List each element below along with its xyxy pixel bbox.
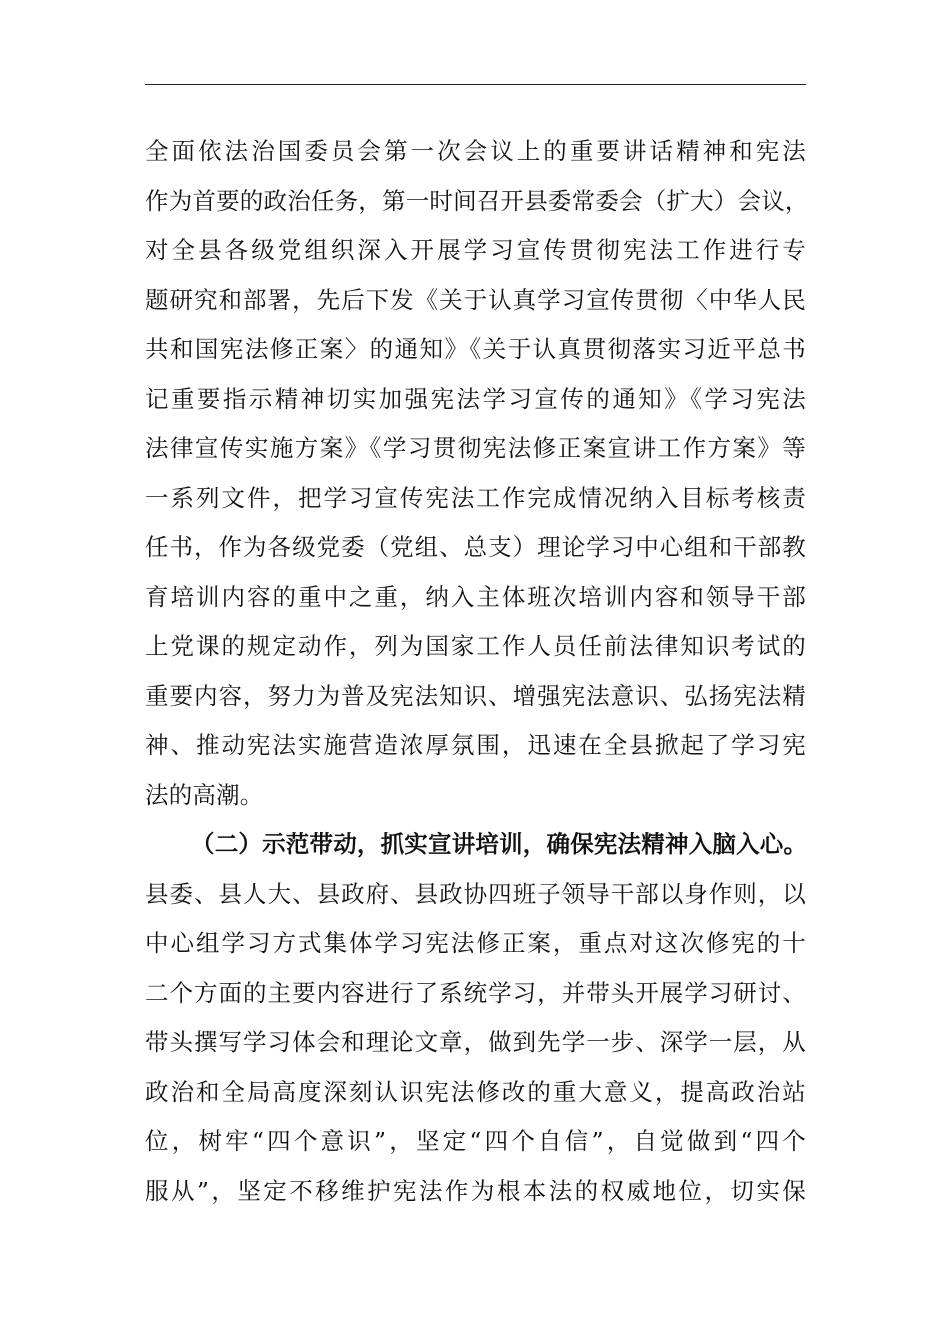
text-line: 全面依法治国委员会第一次会议上的重要讲话精神和宪法	[145, 137, 806, 165]
document-body	[145, 127, 809, 1216]
text-line: 位，树牢“四个意识”，坚定“四个自信”，自觉做到“四个	[145, 1127, 806, 1155]
text-line: 带头撰写学习体会和理论文章，做到先学一步、深学一层，从	[145, 1028, 806, 1056]
paragraph-1	[145, 127, 809, 820]
text-line: 服从”，坚定不移维护宪法作为根本法的权威地位，切实保	[145, 1176, 806, 1205]
text-line: 中心组学习方式集体学习宪法修正案，重点对这次修宪的十	[145, 929, 806, 957]
text-line: 作为首要的政治任务，第一时间召开县委常委会（扩大）会议，	[145, 186, 809, 215]
text-line: 记重要指示精神切实加强宪法学习宣传的通知》《学习宪法	[145, 384, 806, 413]
text-line: 县委、县人大、县政府、县政协四班子领导干部以身作则，以	[145, 879, 806, 908]
text-line: 神、推动宪法实施营造浓厚氛围，迅速在全县掀起了学习宪	[145, 731, 806, 759]
header-rule	[145, 84, 806, 85]
text-line: 育培训内容的重中之重，纳入主体班次培训内容和领导干部	[145, 582, 806, 611]
text-line: 二个方面的主要内容进行了系统学习，并带头开展学习研讨、	[145, 978, 806, 1007]
text-line: 政治和全局高度深刻认识宪法修改的重大意义，提高政治站	[145, 1077, 806, 1106]
text-line: 题研究和部署，先后下发《关于认真学习宣传贯彻〈中华人民	[145, 285, 806, 314]
text-line: 共和国宪法修正案〉的通知》《关于认真贯彻落实习近平总书	[145, 335, 806, 363]
text-line: 法律宣传实施方案》《学习贯彻宪法修正案宣讲工作方案》等	[145, 434, 806, 462]
text-line: 重要内容，努力为普及宪法知识、增强宪法意识、弘扬宪法精	[145, 681, 806, 710]
text-line: 一系列文件，把学习宣传宪法工作完成情况纳入目标考核责	[145, 483, 806, 512]
section-heading: （二）示范带动，抓实宣讲培训，确保宪法精神入脑入心。	[191, 830, 808, 858]
paragraph-2	[145, 820, 806, 1216]
text-line: 任书，作为各级党委（党组、总支）理论学习中心组和干部教	[145, 533, 806, 561]
text-line: 法的高潮。	[145, 780, 264, 809]
text-line: 上党课的规定动作，列为国家工作人员任前法律知识考试的	[145, 632, 806, 660]
text-line: 对全县各级党组织深入开展学习宣传贯彻宪法工作进行专	[145, 236, 806, 264]
